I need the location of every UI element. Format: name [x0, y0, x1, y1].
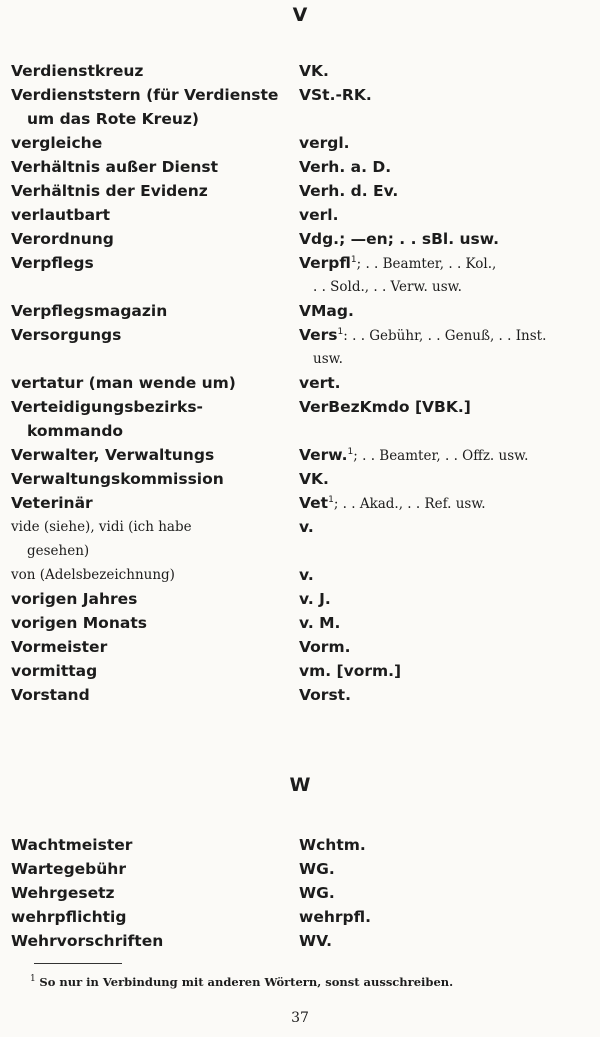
abbreviation: VK.	[299, 470, 329, 488]
footnote-marker: 1	[30, 974, 36, 985]
term: vergleiche	[11, 134, 103, 152]
term: vertatur (man wende um)	[11, 374, 236, 392]
abbreviation: Verh. a. D.	[299, 158, 392, 176]
list-item	[11, 227, 596, 251]
page-number: 37	[291, 1010, 309, 1026]
abbreviation-continuation: usw.	[313, 351, 343, 367]
abbreviation: v.	[299, 566, 314, 584]
term: Verdienststern (für Verdienste	[11, 86, 279, 104]
footnote-divider	[34, 963, 122, 964]
entries-w	[11, 833, 596, 953]
abbreviation: VSt.-RK.	[299, 86, 372, 104]
abbreviation	[299, 251, 596, 276]
list-item	[11, 371, 596, 395]
abbreviation	[299, 323, 596, 348]
term: Wehrvorschriften	[11, 932, 164, 950]
list-item	[11, 659, 596, 683]
list-item	[11, 857, 596, 881]
abbreviation-forms: ; . . Beamter, . . Kol.,	[356, 256, 497, 272]
abbreviation-main: Verw.	[299, 446, 348, 464]
abbreviation	[299, 491, 596, 516]
list-item	[11, 395, 596, 443]
abbreviation-main: Verpfl	[299, 254, 351, 272]
footnote-ref: 1	[350, 254, 357, 265]
list-item	[11, 611, 596, 635]
abbreviation: v.	[299, 518, 314, 536]
term: Versorgungs	[11, 326, 122, 344]
term: Verhältnis außer Dienst	[11, 158, 219, 176]
term: Wartegebühr	[11, 860, 126, 878]
term: Verwalter, Verwaltungs	[11, 446, 215, 464]
abbreviation: Vorst.	[299, 686, 351, 704]
abbreviation: WV.	[299, 932, 332, 950]
list-item	[11, 467, 596, 491]
term-continuation: um das Rote Kreuz)	[27, 110, 199, 128]
abbreviation: wehrpfl.	[299, 908, 371, 926]
footnote-ref: 1	[337, 326, 344, 337]
term-continuation: gesehen)	[27, 543, 90, 559]
footnote-text: So nur in Verbindung mit anderen Wörtern, sonst ausschreiben.	[39, 975, 454, 989]
list-item	[11, 131, 596, 155]
list-item	[11, 251, 596, 299]
list-item	[11, 587, 596, 611]
term: Verpflegs	[11, 254, 94, 272]
list-item	[11, 299, 596, 323]
abbreviation	[299, 443, 596, 468]
footnote	[30, 975, 590, 989]
list-item	[11, 683, 596, 707]
abbreviation-main: Vers	[299, 326, 338, 344]
list-item	[11, 179, 596, 203]
entries-v	[11, 59, 596, 707]
list-item	[11, 905, 596, 929]
term: Vorstand	[11, 686, 90, 704]
term: verlautbart	[11, 206, 111, 224]
term: Verordnung	[11, 230, 114, 248]
term: Verwaltungskommission	[11, 470, 224, 488]
list-item	[11, 833, 596, 857]
term: von (Adelsbezeichnung)	[11, 567, 175, 583]
term: Verpflegsmagazin	[11, 302, 168, 320]
list-item	[11, 155, 596, 179]
abbreviation: Wchtm.	[299, 836, 366, 854]
abbreviation-forms: ; . . Beamter, . . Offz. usw.	[353, 448, 529, 464]
abbreviation: vm. [vorm.]	[299, 662, 402, 680]
abbreviation: Vdg.; —en; . . sBl. usw.	[299, 230, 499, 248]
abbreviation: Verh. d. Ev.	[299, 182, 399, 200]
term: Wachtmeister	[11, 836, 133, 854]
abbreviation: VMag.	[299, 302, 354, 320]
section-letter-w: W	[289, 774, 311, 796]
term: vormittag	[11, 662, 98, 680]
term: vide (siehe), vidi (ich habe	[11, 519, 192, 535]
term: Verdienstkreuz	[11, 62, 144, 80]
section-letter-v: V	[292, 4, 308, 26]
abbreviation-main: Vet	[299, 494, 329, 512]
term: Verteidigungsbezirks-	[11, 398, 203, 416]
term-continuation: kommando	[27, 422, 124, 440]
term: vorigen Monats	[11, 614, 147, 632]
abbreviation: Vorm.	[299, 638, 351, 656]
list-item	[11, 443, 596, 467]
abbreviation-forms: ; . . Akad., . . Ref. usw.	[333, 496, 486, 512]
list-item	[11, 203, 596, 227]
term: Verhältnis der Evidenz	[11, 182, 208, 200]
footnote-ref: 1	[328, 494, 334, 505]
abbreviation: VerBezKmdo [VBK.]	[299, 398, 471, 416]
list-item	[11, 515, 596, 563]
abbreviation: v. J.	[299, 590, 331, 608]
footnote-ref: 1	[347, 446, 354, 457]
abbreviation-continuation: . . Sold., . . Verw. usw.	[313, 279, 462, 295]
abbreviation: v. M.	[299, 614, 341, 632]
term: Veterinär	[11, 494, 93, 512]
list-item	[11, 929, 596, 953]
term: vorigen Jahres	[11, 590, 138, 608]
abbreviation-forms: : . . Gebühr, . . Genuß, . . Inst.	[343, 328, 547, 344]
term: Wehrgesetz	[11, 884, 115, 902]
list-item	[11, 491, 596, 515]
term: Vormeister	[11, 638, 108, 656]
list-item	[11, 323, 596, 371]
list-item	[11, 59, 596, 83]
abbreviation: WG.	[299, 884, 335, 902]
list-item	[11, 83, 596, 131]
abbreviation: vert.	[299, 374, 341, 392]
list-item	[11, 563, 596, 587]
abbreviation: WG.	[299, 860, 335, 878]
abbreviation: vergl.	[299, 134, 350, 152]
abbreviation: VK.	[299, 62, 329, 80]
list-item	[11, 881, 596, 905]
term: wehrpflichtig	[11, 908, 127, 926]
abbreviation: verl.	[299, 206, 339, 224]
list-item	[11, 635, 596, 659]
